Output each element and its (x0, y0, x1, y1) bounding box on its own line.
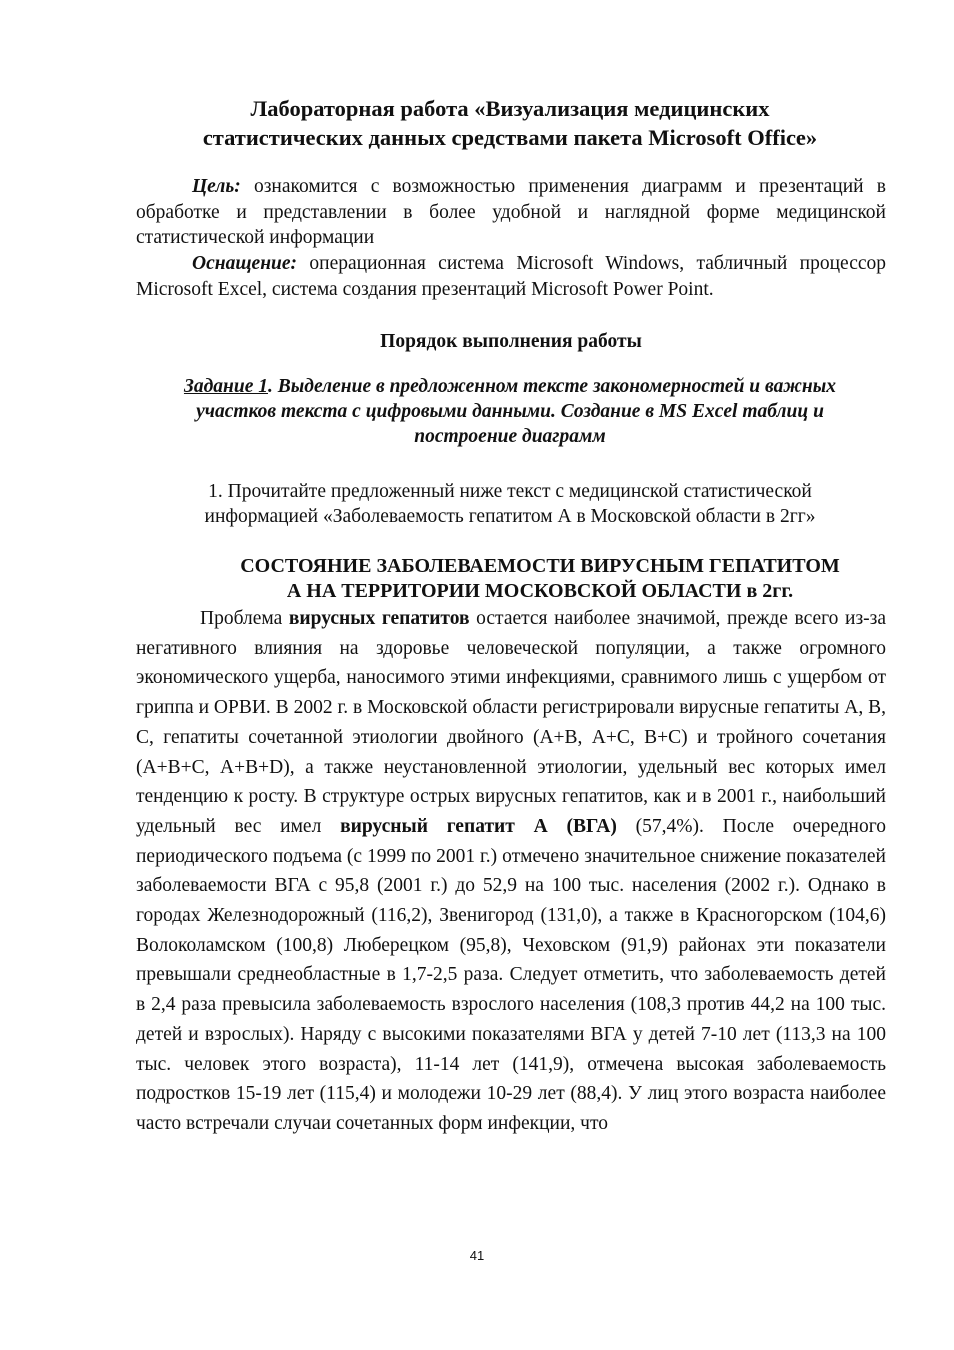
section-title: Порядок выполнения работы (380, 331, 642, 352)
page-title (100, 94, 920, 152)
body-bold-1: вирусных гепатитов (288, 608, 470, 629)
equipment-text: операционная система Microsoft Windows, табличный процессор Microsoft Excel, система создания презентаций Microsoft Power Point. (136, 253, 886, 300)
equipment-paragraph (136, 251, 886, 302)
goal-label: Цель: (192, 176, 241, 197)
task-heading (150, 374, 870, 449)
instruction (120, 479, 900, 529)
instruction-line-1: 1. Прочитайте предложенный ниже текст с медицинской статистической (208, 481, 812, 502)
article-heading-main: А НА ТЕРРИТОРИИ МОСКОВСКОЙ ОБЛАСТИ (286, 580, 742, 602)
task-label: Задание 1 (183, 376, 268, 397)
body-part-3: (57,4%). После очередного периодического подъема (с 1999 по 2001 г.) отмечено значительное снижение показателей заболеваемости ВГА с 95,8 (2001 г.) до 52,9 на 100 тыс. населения (2002 г.). Однако в городах Железнодорожный (116,2), Звенигород (131,0), а также в Красногорском (104,6) Волоколамском (100,8) Люберецком (95,8), Чеховском (91,9) районах эти показатели превышали среднеобластные в 1,7-2,5 раза. Следует отметить, что заболеваемость детей в 2,4 раза превысила заболеваемость взрослого населения (108,3 против 44,2 на 100 тыс. детей и взрослых). Наряду с высокими показателями ВГА у детей 7-10 лет (113,3 на 100 тыс. человек этого возраста), 11-14 лет (141,9), отмечена высокая заболеваемость подростков 15-19 лет (115,4) и молодежи 10-29 лет (88,4). У лиц этого возраста наиболее часто встречали случаи сочетанных форм инфекции, что (136, 815, 886, 1134)
body-part-2: остается наиболее значимой, прежде всего из-за негативного влияния на здоровье человеческой популяции, а также огромного экономического ущерба, наносимого этими инфекциями, сравнимого лишь с ущербом от гриппа и ОРВИ. В 2002 г. в Московской области регистрировали вирусные гепатиты А, В, С, гепатиты сочетанной этиологии двойного (А+В, А+С, В+С) и тройного сочетания (А+В+С, А+В+D), а также неустановленной этиологии, удельный вес которых имел тенденцию к росту. В структуре острых вирусных гепатитов, как и в 2001 г., наибольший удельный вес имел (136, 608, 887, 837)
page-number: 41 (469, 1248, 485, 1263)
article-heading-suffix: в 2гг. (741, 580, 794, 602)
article-body (136, 604, 886, 1139)
equipment-label: Оснащение: (192, 253, 298, 274)
task-text: . Выделение в предложенном тексте закономерностей и важных участков текста с цифровыми данными. Создание в MS Excel таблиц и построение диаграмм (196, 376, 837, 447)
goal-paragraph (136, 174, 886, 251)
instruction-line-2: информацией «Заболеваемость гепатитом А в Московской области в 2гг» (204, 506, 816, 527)
body-bold-2: вирусный гепатит А (ВГА) (340, 815, 617, 837)
body-part-1: Проблема (200, 608, 289, 629)
article-heading (180, 554, 900, 604)
title-line-1: Лабораторная работа «Визуализация медицинских (250, 96, 770, 121)
article-heading-line-2 (180, 579, 900, 604)
goal-text: ознакомится с возможностью применения диаграмм и презентаций в обработке и представлении в более удобной и наглядной форме медицинской статистической информации (136, 176, 886, 248)
title-line-2: статистических данных средствами пакета Microsoft Office» (202, 125, 818, 150)
article-heading-line-1: СОСТОЯНИЕ ЗАБОЛЕВАЕМОСТИ ВИРУСНЫМ ГЕПАТИТОМ (240, 555, 840, 577)
